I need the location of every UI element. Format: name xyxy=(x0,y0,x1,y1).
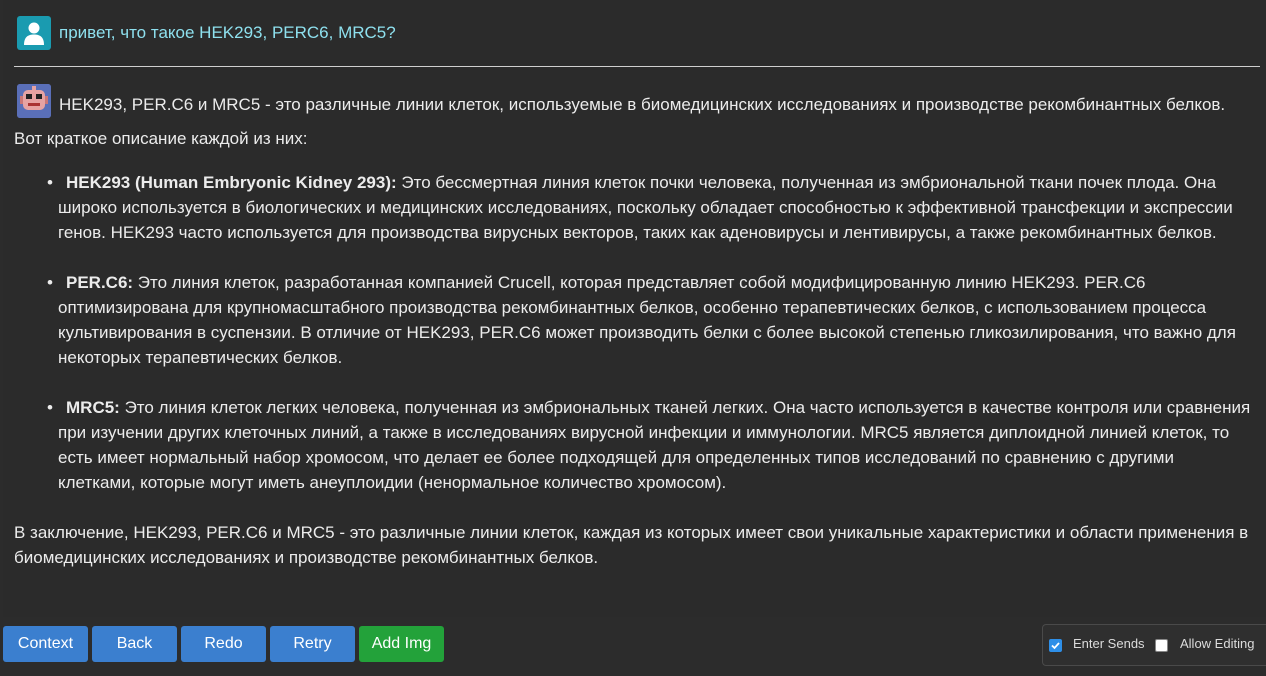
bot-conclusion-text: В заключение, HEK293, PER.C6 и MRC5 - это различные линии клеток, каждая из которых имеет свои уникальные характеристики и области применения в биомедицинских исследованиях и производстве рекомбинантных белков. xyxy=(14,523,1249,567)
item-text: Это линия клеток легких человека, полученная из эмбриональных тканей легких. Она часто используется в качестве контроля или сравнения при изучении других клеточных линий, а также в исследованиях вирусной инфекции и иммунологии. MRC5 является диплоидной линией клеток, то есть имеет нормальный набор хромосом, что делает ее более подходящей для определенных типов исследований по сравнению с другими клетками, которые могут иметь анеуплоидии (ненормальное количество хромосом). xyxy=(58,398,1251,492)
back-button[interactable]: Back xyxy=(92,626,177,662)
item-text: Это линия клеток, разработанная компанией Crucell, которая представляет собой модифицированную линию HEK293. PER.C6 оптимизирована для крупномасштабного производства рекомбинантных белков, особенно терапевтических белков, с использованием процесса культивирования в суспензии. В отличие от HEK293, PER.C6 может производить белки с более высокой степенью гликозилирования, что важно для некоторых терапевтических белков. xyxy=(58,273,1236,367)
item-term: HEK293 (Human Embryonic Kidney 293): xyxy=(66,173,397,192)
item-term: PER.C6: xyxy=(66,273,134,292)
bullet: • xyxy=(47,173,53,192)
options-panel xyxy=(1042,624,1266,666)
enter-sends-checkbox[interactable] xyxy=(1049,639,1062,652)
add-img-button[interactable]: Add Img xyxy=(359,626,444,662)
redo-button[interactable]: Redo xyxy=(181,626,266,662)
user-message-text: привет, что такое HEK293, PERC6, MRC5? xyxy=(59,23,396,42)
allow-editing-checkbox[interactable] xyxy=(1155,639,1168,652)
user-avatar-icon xyxy=(17,16,51,50)
bot-message xyxy=(14,84,1254,570)
message-divider xyxy=(14,66,1260,67)
chat-log xyxy=(3,0,1266,617)
list-item xyxy=(14,395,1254,495)
bot-item-list xyxy=(14,170,1254,495)
item-term: MRC5: xyxy=(66,398,120,417)
retry-button[interactable]: Retry xyxy=(270,626,355,662)
bot-intro-text: HEK293, PER.C6 и MRC5 - это различные линии клеток, используемые в биомедицинских исследованиях и производстве рекомбинантных белков. Вот краткое описание каждой из них: xyxy=(14,95,1226,148)
list-item xyxy=(14,270,1254,370)
allow-editing-label: Allow Editing xyxy=(1180,636,1255,651)
item-text: Это бессмертная линия клеток почки человека, полученная из эмбриональной ткани почек плода. Она широко используется в биологических и медицинских исследованиях, поскольку обладает способностью к эффективной трансфекции и экспрессии генов. HEK293 часто используется для производства вирусных векторов, таких как аденовирусы и лентивирусы, а также рекомбинантных белков. xyxy=(58,173,1233,242)
bullet: • xyxy=(47,398,53,417)
enter-sends-label: Enter Sends xyxy=(1073,636,1145,651)
bottom-toolbar xyxy=(0,617,1266,676)
robot-face-icon xyxy=(17,84,51,118)
bullet: • xyxy=(47,273,53,292)
list-item xyxy=(14,170,1254,245)
context-button[interactable]: Context xyxy=(3,626,88,662)
